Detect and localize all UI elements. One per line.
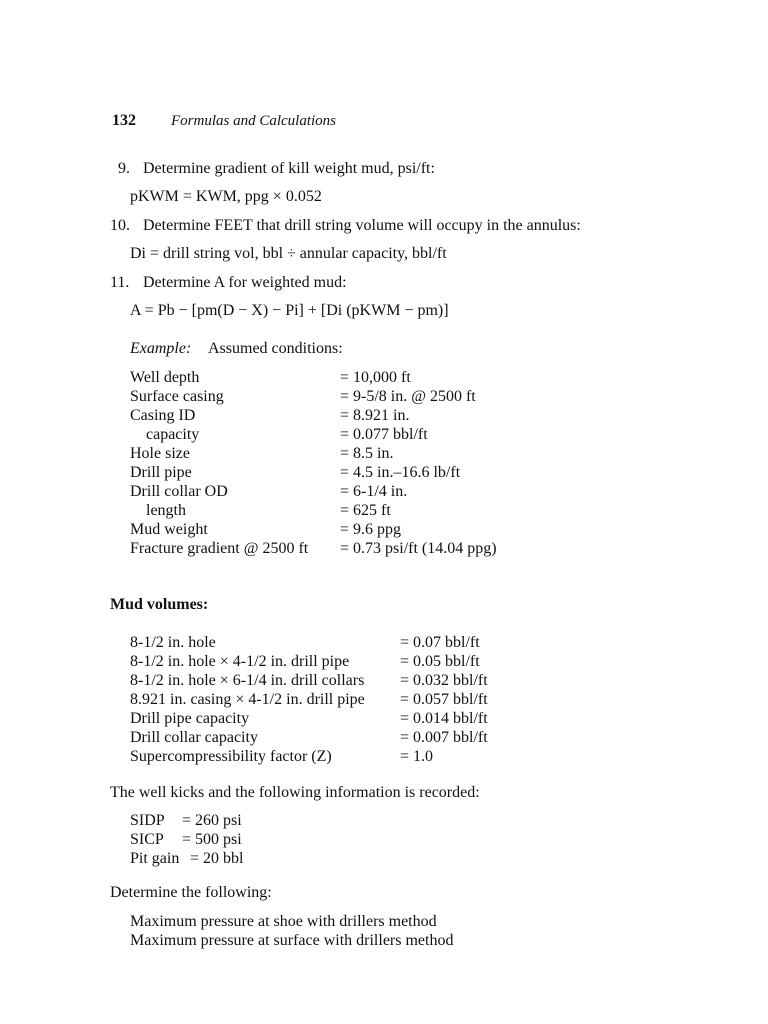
volume-name: 8-1/2 in. hole [130, 634, 216, 651]
formula: pKWM = KWM, ppg × 0.052 [130, 188, 322, 205]
step-number: 9. [118, 160, 130, 177]
condition-value: = 9.6 ppg [340, 521, 402, 538]
condition-value: = 8.921 in. [340, 407, 410, 424]
kick-value: = 260 psi [182, 812, 242, 829]
condition-name: Drill collar OD [130, 483, 228, 500]
kick-name: Pit gain [130, 850, 180, 867]
condition-value: = 10,000 ft [340, 369, 411, 386]
step-number: 10. [110, 217, 130, 234]
volume-name: 8.921 in. casing × 4-1/2 in. drill pipe [130, 691, 365, 708]
kick-name: SICP [130, 831, 164, 848]
condition-name: Mud weight [130, 521, 208, 538]
step-text: Determine FEET that drill string volume will occupy in the annulus: [143, 217, 581, 234]
kick-value: = 500 psi [182, 831, 242, 848]
determine-item: Maximum pressure at surface with drillers method [130, 932, 454, 949]
determine-intro: Determine the following: [110, 884, 272, 901]
step-text: Determine gradient of kill weight mud, psi/ft: [143, 160, 435, 177]
volume-name: Supercompressibility factor (Z) [130, 748, 332, 765]
condition-value: = 0.077 bbl/ft [340, 426, 428, 443]
volume-value: = 0.07 bbl/ft [400, 634, 480, 651]
step-text: Determine A for weighted mud: [143, 274, 347, 291]
condition-value: = 8.5 in. [340, 445, 394, 462]
condition-value: = 9-5/8 in. @ 2500 ft [340, 388, 476, 405]
volume-name: Drill collar capacity [130, 729, 258, 746]
volume-value: = 0.05 bbl/ft [400, 653, 480, 670]
kick-value: = 20 bbl [190, 850, 244, 867]
condition-name: capacity [146, 426, 200, 443]
condition-name: Casing ID [130, 407, 196, 424]
determine-item: Maximum pressure at shoe with drillers method [130, 913, 437, 930]
page-number: 132 [112, 112, 136, 129]
volume-value: = 0.057 bbl/ft [400, 691, 488, 708]
condition-value: = 4.5 in.–16.6 lb/ft [340, 464, 461, 481]
volume-value: = 0.014 bbl/ft [400, 710, 488, 727]
condition-name: Surface casing [130, 388, 224, 405]
volume-value: = 0.007 bbl/ft [400, 729, 488, 746]
condition-name: Drill pipe [130, 464, 192, 481]
formula: A = Pb − [pm(D − X) − Pi] + [Di (pKWM − pm)] [130, 302, 449, 319]
volume-value: = 0.032 bbl/ft [400, 672, 488, 689]
condition-value: = 0.73 psi/ft (14.04 ppg) [340, 540, 497, 557]
volume-value: = 1.0 [400, 748, 434, 765]
volume-name: 8-1/2 in. hole × 4-1/2 in. drill pipe [130, 653, 350, 670]
example-intro: Assumed conditions: [208, 340, 343, 357]
condition-name: length [146, 502, 186, 519]
kick-name: SIDP [130, 812, 165, 829]
condition-name: Well depth [130, 369, 200, 386]
section-heading: Mud volumes: [110, 596, 209, 613]
volume-name: Drill pipe capacity [130, 710, 250, 727]
example-label: Example: [130, 340, 192, 357]
condition-name: Fracture gradient @ 2500 ft [130, 540, 309, 557]
step-number: 11. [110, 274, 130, 291]
formula: Di = drill string vol, bbl ÷ annular capacity, bbl/ft [130, 245, 447, 262]
volume-name: 8-1/2 in. hole × 6-1/4 in. drill collars [130, 672, 365, 689]
condition-value: = 625 ft [340, 502, 391, 519]
running-title: Formulas and Calculations [171, 113, 337, 129]
condition-name: Hole size [130, 445, 190, 462]
condition-value: = 6-1/4 in. [340, 483, 408, 500]
kick-intro: The well kicks and the following information is recorded: [110, 784, 480, 801]
